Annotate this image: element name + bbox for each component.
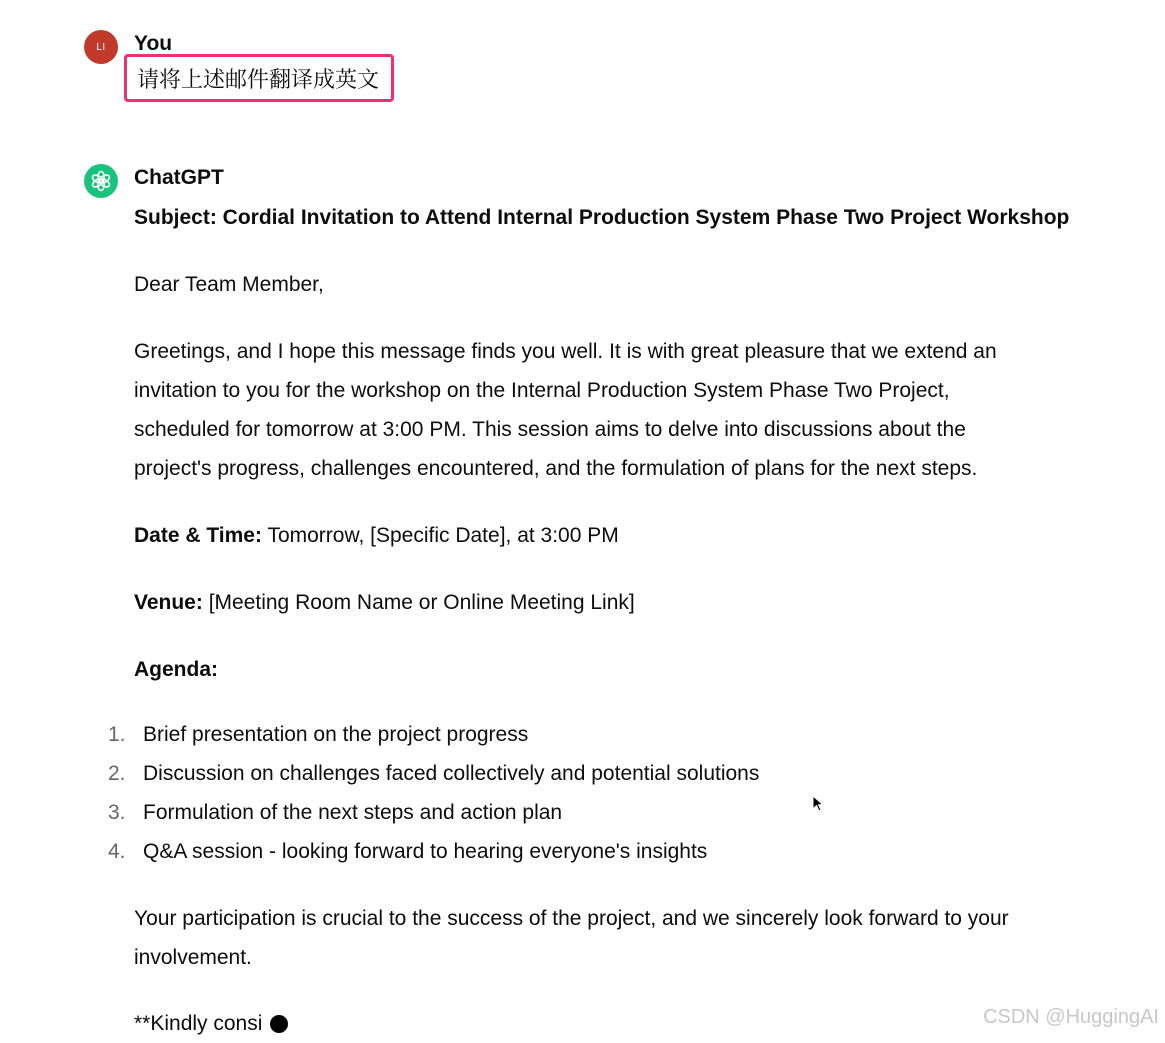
email-subject: Subject: Cordial Invitation to Attend Internal Production System Phase Two Project Workshop [134,206,1070,229]
list-item-number: 4. [108,840,126,863]
closing-line: involvement. [134,946,252,969]
watermark: CSDN @HuggingAI [983,1006,1159,1028]
date-time-label: Date & Time: [134,524,262,547]
date-time-value: Tomorrow, [Specific Date], at 3:00 PM [261,524,619,547]
list-item [108,793,759,832]
assistant-name: ChatGPT [134,166,224,189]
user-avatar-initials: LI [96,41,106,53]
list-item [108,754,759,793]
intro-line: invitation to you for the workshop on the Internal Production System Phase Two Project, [134,379,950,402]
list-item-number: 2. [108,762,126,785]
email-greeting: Dear Team Member, [134,273,324,296]
streaming-text: **Kindly consi [134,1012,263,1035]
intro-line: project's progress, challenges encountered, and the formulation of plans for the next steps. [134,457,978,480]
list-item-number: 1. [108,723,126,746]
list-item-text: Discussion on challenges faced collectively and potential solutions [143,762,760,785]
agenda-list [108,715,759,871]
user-avatar [84,30,118,64]
intro-line: scheduled for tomorrow at 3:00 PM. This session aims to delve into discussions about the [134,418,966,441]
list-item [108,715,759,754]
streaming-line [134,1004,288,1043]
intro-line: Greetings, and I hope this message finds you well. It is with great pleasure that we extend an [134,340,997,363]
closing-line: Your participation is crucial to the success of the project, and we sincerely look forward to your [134,907,1009,930]
openai-icon [89,169,113,193]
user-name: You [134,32,173,55]
user-message: 请将上述邮件翻译成英文 [124,54,394,102]
assistant-message [134,198,1134,689]
list-item-text: Brief presentation on the project progress [143,723,529,746]
list-item-number: 3. [108,801,126,824]
list-item-text: Formulation of the next steps and action plan [143,801,563,824]
email-closing [134,899,1094,977]
mouse-pointer-icon [812,795,824,813]
venue-label: Venue: [134,591,203,614]
venue-line [134,583,1134,622]
typing-indicator-icon [270,1015,288,1033]
date-time-line [134,516,1134,555]
list-item-text: Q&A session - looking forward to hearing everyone's insights [143,840,708,863]
chatgpt-logo-icon [84,164,118,198]
email-intro [134,332,1134,488]
venue-value: [Meeting Room Name or Online Meeting Link] [202,591,635,614]
list-item [108,832,759,871]
agenda-heading: Agenda: [134,658,218,681]
